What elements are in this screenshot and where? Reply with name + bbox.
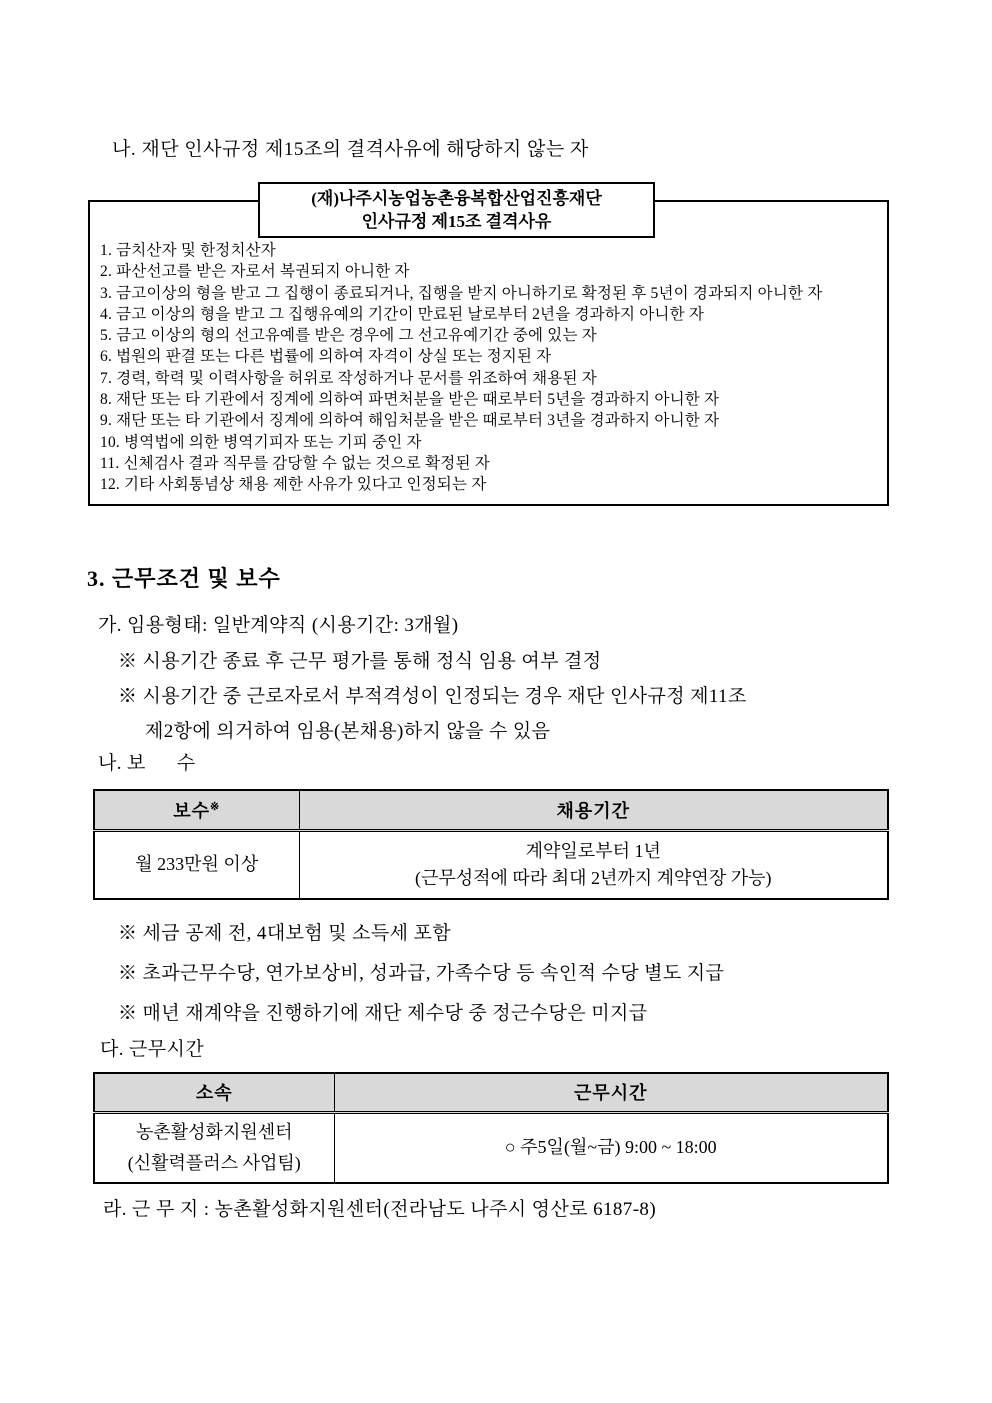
probation-note-2-line1: ※ 시용기간 중 근로자로서 부적격성이 인정되는 경우 재단 인사규정 제11조: [118, 685, 747, 707]
disqualification-item: 6. 법원의 판결 또는 다른 법률에 의하여 자격이 상실 또는 정지된 자: [100, 348, 552, 366]
pay-table-header-period: 채용기간: [299, 790, 888, 831]
pay-table: [93, 789, 889, 900]
pay-note-2: ※ 초과근무수당, 연가보상비, 성과급, 가족수당 등 속인적 수당 별도 지급: [118, 962, 725, 984]
section3-heading: 3. 근무조건 및 보수: [87, 565, 281, 591]
period-line1: 계약일로부터 1년: [525, 840, 661, 861]
worktime-subheading: 다. 근무시간: [100, 1038, 205, 1060]
employment-type-line: 가. 임용형태: 일반계약직 (시용기간: 3개월): [98, 614, 459, 636]
period-line2: (근무성적에 따라 최대 2년까지 계약연장 가능): [415, 867, 772, 888]
disqualification-item: 8. 재단 또는 타 기관에서 징계에 의하여 파면처분을 받은 때로부터 5년을 경과하지 아니한 자: [100, 391, 720, 409]
worktime-table: [93, 1072, 889, 1184]
probation-note-1: ※ 시용기간 종료 후 근무 평가를 통해 정식 임용 여부 결정: [118, 650, 602, 672]
workplace-line: 라. 근 무 지 : 농촌활성화지원센터(전라남도 나주시 영산로 6187-8): [103, 1198, 657, 1220]
worktime-header-dept: 소속: [94, 1073, 334, 1113]
disqualification-item: 10. 병역법에 의한 병역기피자 또는 기피 중인 자: [100, 433, 422, 451]
disqualification-title-line1: (재)나주시농업농촌융복합산업진흥재단: [311, 189, 602, 208]
pay-note-3: ※ 매년 재계약을 진행하기에 재단 제수당 중 정근수당은 미지급: [118, 1002, 648, 1024]
dept-line1: 농촌활성화지원센터: [136, 1121, 293, 1142]
disqualification-box-body: [88, 200, 889, 506]
disqualification-title-line2: 인사규정 제15조 결격사유: [361, 212, 552, 231]
hours-cell: ○ 주5일(월~금) 9:00 ~ 18:00: [334, 1113, 888, 1183]
disqualification-section: [88, 182, 889, 506]
worktime-header-hours: 근무시간: [334, 1073, 888, 1113]
dept-cell: [94, 1113, 334, 1183]
pay-value-cell: 월 233만원 이상: [94, 831, 299, 899]
disqualification-item: 7. 경력, 학력 및 이력사항을 허위로 작성하거나 문서를 위조하여 채용된 자: [100, 369, 597, 387]
disqualification-item: 4. 금고 이상의 형을 받고 그 집행유예의 기간이 만료된 날로부터 2년을 경과하지 아니한 자: [100, 305, 705, 323]
disqualification-item: 3. 금고이상의 형을 받고 그 집행이 종료되거나, 집행을 받지 아니하기로 확정된 후 5년이 경과되지 아니한 자: [100, 284, 823, 302]
disqualification-item: 1. 금치산자 및 한정치산자: [100, 242, 276, 259]
disqualification-item: 11. 신체검사 결과 직무를 감당할 수 없는 것으로 확정된 자: [100, 454, 490, 472]
period-value-cell: [299, 831, 888, 899]
disqualification-item: 9. 재단 또는 타 기관에서 징계에 의하여 해임처분을 받은 때로부터 3년을 경과하지 아니한 자: [100, 412, 720, 430]
pay-note-1: ※ 세금 공제 전, 4대보험 및 소득세 포함: [118, 922, 452, 944]
eligibility-item-na: 나. 재단 인사규정 제15조의 결격사유에 해당하지 않는 자: [112, 139, 589, 160]
pay-table-data-row: [94, 831, 888, 899]
worktime-table-header-row: [94, 1073, 888, 1113]
pay-table-header-row: [94, 790, 888, 831]
disqualification-item: 12. 기타 사회통념상 채용 제한 사유가 있다고 인정되는 자: [100, 476, 487, 494]
pay-header-refmark: ※: [210, 800, 221, 813]
disqualification-item: 5. 금고 이상의 형의 선고유예를 받은 경우에 그 선고유예기간 중에 있는 자: [100, 327, 597, 345]
disqualification-item: 2. 파산선고를 받은 자로서 복권되지 아니한 자: [100, 263, 410, 281]
worktime-table-data-row: [94, 1113, 888, 1183]
pay-table-header-pay: [94, 790, 299, 831]
pay-subheading: 나. 보 수: [98, 752, 196, 774]
pay-header-text: 보수: [173, 800, 211, 821]
probation-note-2-line2: 제2항에 의거하여 임용(본채용)하지 않을 수 있음: [145, 720, 551, 742]
disqualification-box-title: [258, 182, 655, 238]
dept-line2: (신활력플러스 사업팀): [127, 1152, 301, 1173]
